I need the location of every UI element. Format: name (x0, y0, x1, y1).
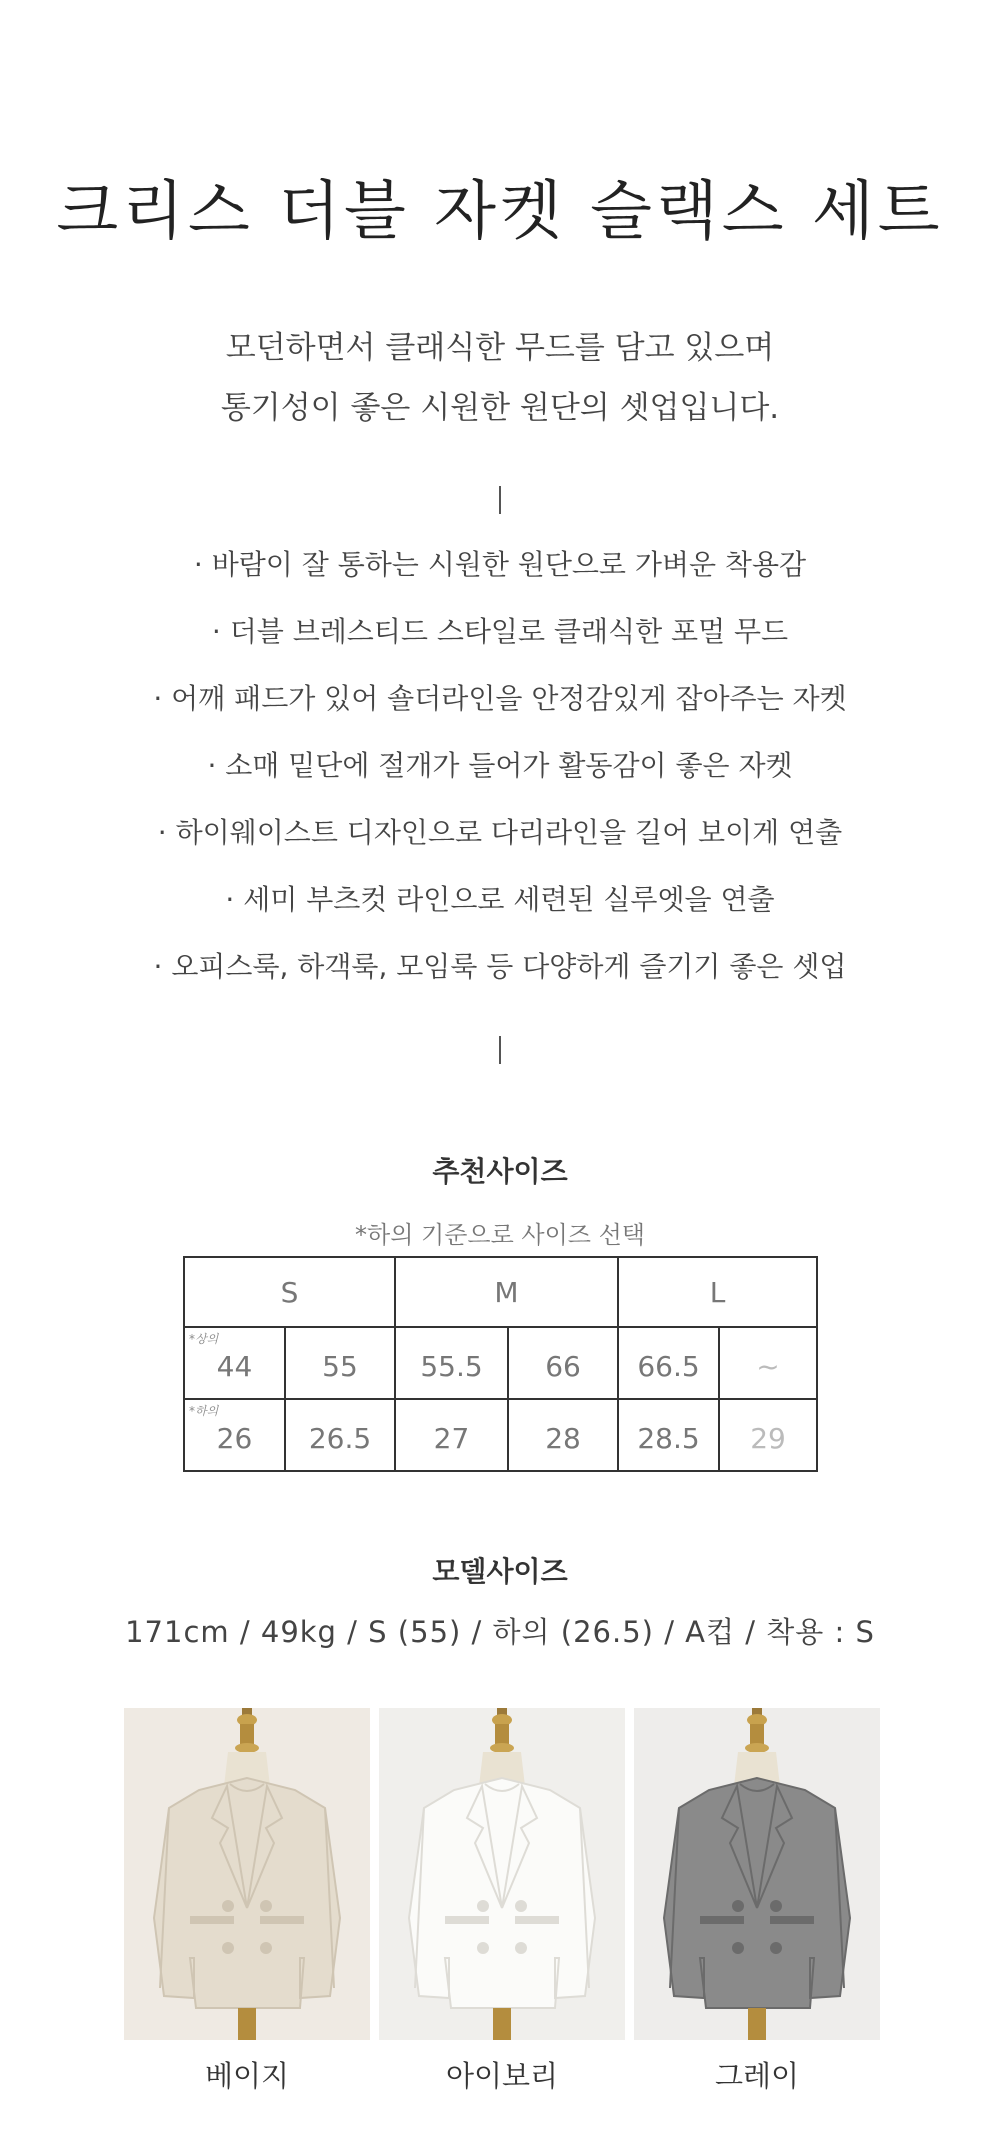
intro-line: 통기성이 좋은 시원한 원단의 셋업입니다. (220, 390, 780, 426)
divider-line-bottom (499, 1036, 501, 1064)
size-header-row (184, 1257, 817, 1327)
bottom-size-cell: 28 (508, 1399, 618, 1471)
feature-list (0, 537, 1000, 1006)
photo-beige (124, 1708, 370, 2040)
feature-item: · 세미 부츠컷 라인으로 세련된 실루엣을 연출 (225, 883, 775, 916)
color-caption-ivory: 아이보리 (445, 2059, 559, 2093)
bottom-size-row (184, 1399, 817, 1471)
color-caption-gray: 그레이 (714, 2059, 800, 2093)
model-size-info: 171cm / 49kg / S (55) / 하의 (26.5) / A컵 / 착용 : S (125, 1615, 875, 1649)
size-header-l: L (618, 1257, 817, 1327)
top-size-cell: 55.5 (395, 1327, 508, 1399)
intro-text (0, 318, 1000, 438)
top-size-value: 44 (216, 1349, 253, 1383)
top-size-cell: ~ (719, 1327, 817, 1399)
bottom-row-label: *하의 (189, 1404, 219, 1418)
bottom-size-cell: 29 (719, 1399, 817, 1471)
photo-ivory (379, 1708, 625, 2040)
color-caption-beige: 베이지 (204, 2059, 290, 2093)
size-chart-table (183, 1256, 818, 1472)
top-size-cell: 55 (285, 1327, 395, 1399)
feature-item: · 오피스룩, 하객룩, 모임룩 등 다양하게 즐기기 좋은 셋업 (153, 950, 847, 983)
jacket-photo (634, 1708, 880, 2040)
jacket-photo (379, 1708, 625, 2040)
bottom-size-cell: 27 (395, 1399, 508, 1471)
bottom-size-cell: 26.5 (285, 1399, 395, 1471)
top-row-label: *상의 (189, 1332, 219, 1346)
size-chart-title: 추천사이즈 (432, 1155, 568, 1188)
feature-item: · 어깨 패드가 있어 숄더라인을 안정감있게 잡아주는 자켓 (153, 682, 847, 715)
top-size-cell: 66 (508, 1327, 618, 1399)
top-size-cell: 66.5 (618, 1327, 719, 1399)
intro-line: 모던하면서 클래식한 무드를 담고 있으며 (225, 330, 775, 366)
photo-gray (634, 1708, 880, 2040)
feature-item: · 하이웨이스트 디자인으로 다리라인을 길어 보이게 연출 (157, 816, 843, 849)
bottom-size-cell (184, 1399, 285, 1471)
product-title: 크리스 더블 자켓 슬랙스 세트 (56, 175, 944, 249)
feature-item: · 소매 밑단에 절개가 들어가 활동감이 좋은 자켓 (207, 749, 793, 782)
feature-item: · 바람이 잘 통하는 시원한 원단으로 가벼운 착용감 (193, 548, 807, 581)
size-header-m: M (395, 1257, 618, 1327)
size-header-s: S (184, 1257, 395, 1327)
jacket-photo (124, 1708, 370, 2040)
color-photo-row (124, 1708, 880, 2040)
size-chart-note: *하의 기준으로 사이즈 선택 (355, 1221, 645, 1249)
bottom-size-value: 26 (216, 1421, 253, 1455)
divider-line-top (499, 486, 501, 514)
top-size-cell (184, 1327, 285, 1399)
bottom-size-cell: 28.5 (618, 1399, 719, 1471)
top-size-row (184, 1327, 817, 1399)
feature-item: · 더블 브레스티드 스타일로 클래식한 포멀 무드 (211, 615, 789, 648)
model-size-title: 모델사이즈 (432, 1555, 568, 1588)
